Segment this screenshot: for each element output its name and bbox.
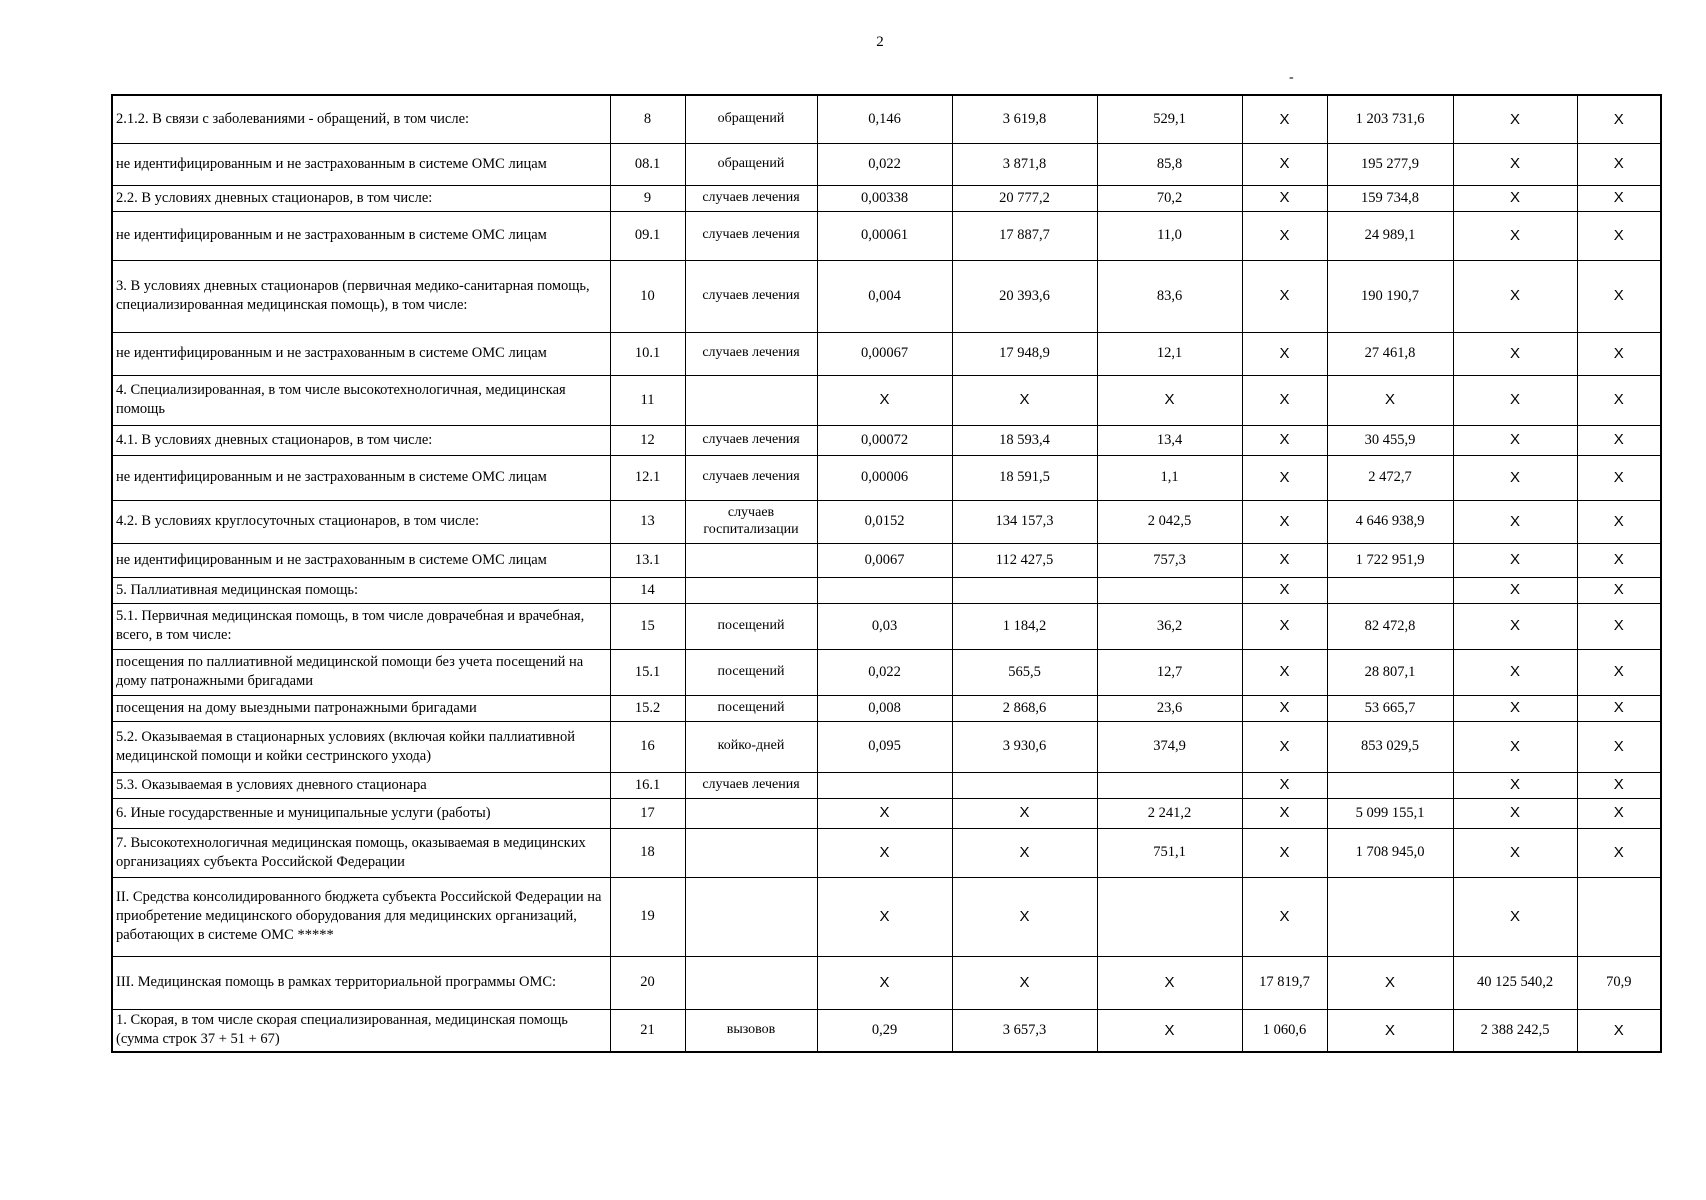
value-cell-c1: 0,00338: [817, 185, 952, 211]
row-number-cell: 10: [610, 260, 685, 332]
row-label-cell: II. Средства консолидированного бюджета субъекта Российской Федерации на приобретение медицинского оборудования для медицинских организаций, работающих в системе ОМС *****: [112, 877, 610, 956]
unit-cell: посещений: [685, 603, 817, 649]
value-cell-c5: 5 099 155,1: [1327, 798, 1453, 828]
value-cell-c5: 1 203 731,6: [1327, 95, 1453, 143]
table-row: [112, 143, 1661, 185]
row-label-cell: не идентифицированным и не застрахованным в системе ОМС лицам: [112, 143, 610, 185]
row-label-cell: III. Медицинская помощь в рамках территориальной программы ОМС:: [112, 956, 610, 1009]
value-cell-c5: 190 190,7: [1327, 260, 1453, 332]
table-row: [112, 425, 1661, 455]
table-row: [112, 500, 1661, 543]
unit-cell: случаев лечения: [685, 185, 817, 211]
row-label-cell: посещения на дому выездными патронажными бригадами: [112, 695, 610, 721]
value-cell-c2: 20 777,2: [952, 185, 1097, 211]
value-cell-c1: 0,004: [817, 260, 952, 332]
value-cell-c3: 751,1: [1097, 828, 1242, 877]
value-cell-c7: X: [1577, 260, 1661, 332]
value-cell-c3: 2 042,5: [1097, 500, 1242, 543]
value-cell-c2: X: [952, 798, 1097, 828]
row-label-cell: 4.1. В условиях дневных стационаров, в том числе:: [112, 425, 610, 455]
row-number-cell: 13: [610, 500, 685, 543]
value-cell-c2: 3 871,8: [952, 143, 1097, 185]
value-cell-c6: 2 388 242,5: [1453, 1009, 1577, 1052]
row-label-cell: 2.2. В условиях дневных стационаров, в том числе:: [112, 185, 610, 211]
row-label-cell: не идентифицированным и не застрахованным в системе ОМС лицам: [112, 455, 610, 500]
value-cell-c7: X: [1577, 375, 1661, 425]
value-cell-c6: X: [1453, 695, 1577, 721]
value-cell-c4: X: [1242, 260, 1327, 332]
value-cell-c2: 1 184,2: [952, 603, 1097, 649]
value-cell-c4: X: [1242, 375, 1327, 425]
value-cell-c1: 0,022: [817, 649, 952, 695]
value-cell-c4: X: [1242, 798, 1327, 828]
value-cell-c3: 374,9: [1097, 721, 1242, 772]
value-cell-c6: X: [1453, 332, 1577, 375]
value-cell-c1: X: [817, 877, 952, 956]
value-cell-c5: 82 472,8: [1327, 603, 1453, 649]
value-cell-c5: 24 989,1: [1327, 211, 1453, 260]
value-cell-c6: X: [1453, 375, 1577, 425]
value-cell-c5: [1327, 772, 1453, 798]
value-cell-c2: 3 657,3: [952, 1009, 1097, 1052]
table-row: [112, 603, 1661, 649]
value-cell-c6: X: [1453, 500, 1577, 543]
table-row: [112, 577, 1661, 603]
value-cell-c3: 83,6: [1097, 260, 1242, 332]
value-cell-c1: X: [817, 956, 952, 1009]
value-cell-c4: X: [1242, 332, 1327, 375]
row-number-cell: 9: [610, 185, 685, 211]
value-cell-c2: X: [952, 375, 1097, 425]
value-cell-c4: X: [1242, 877, 1327, 956]
value-cell-c5: 30 455,9: [1327, 425, 1453, 455]
row-number-cell: 16.1: [610, 772, 685, 798]
value-cell-c2: 3 930,6: [952, 721, 1097, 772]
row-label-cell: 7. Высокотехнологичная медицинская помощь, оказываемая в медицинских организациях субъекта Российской Федерации: [112, 828, 610, 877]
value-cell-c6: X: [1453, 649, 1577, 695]
value-cell-c3: 70,2: [1097, 185, 1242, 211]
table-row: [112, 455, 1661, 500]
table-row: [112, 695, 1661, 721]
unit-cell: вызовов: [685, 1009, 817, 1052]
value-cell-c7: X: [1577, 211, 1661, 260]
value-cell-c7: X: [1577, 185, 1661, 211]
unit-cell: [685, 956, 817, 1009]
unit-cell: случаев лечения: [685, 260, 817, 332]
value-cell-c3: [1097, 772, 1242, 798]
value-cell-c7: X: [1577, 603, 1661, 649]
value-cell-c1: [817, 772, 952, 798]
value-cell-c4: X: [1242, 185, 1327, 211]
value-cell-c7: 70,9: [1577, 956, 1661, 1009]
unit-cell: случаев лечения: [685, 332, 817, 375]
table-row: [112, 543, 1661, 577]
value-cell-c1: 0,146: [817, 95, 952, 143]
value-cell-c3: 36,2: [1097, 603, 1242, 649]
value-cell-c4: X: [1242, 211, 1327, 260]
value-cell-c5: [1327, 577, 1453, 603]
value-cell-c7: X: [1577, 695, 1661, 721]
value-cell-c3: 2 241,2: [1097, 798, 1242, 828]
table-row: [112, 721, 1661, 772]
value-cell-c3: [1097, 877, 1242, 956]
value-cell-c2: 17 948,9: [952, 332, 1097, 375]
value-cell-c6: X: [1453, 772, 1577, 798]
table-row: [112, 1009, 1661, 1052]
table-row: [112, 260, 1661, 332]
value-cell-c6: X: [1453, 577, 1577, 603]
row-number-cell: 14: [610, 577, 685, 603]
value-cell-c2: [952, 772, 1097, 798]
value-cell-c3: X: [1097, 956, 1242, 1009]
row-number-cell: 8: [610, 95, 685, 143]
value-cell-c5: 4 646 938,9: [1327, 500, 1453, 543]
value-cell-c2: X: [952, 828, 1097, 877]
value-cell-c5: 159 734,8: [1327, 185, 1453, 211]
value-cell-c4: X: [1242, 425, 1327, 455]
row-number-cell: 12: [610, 425, 685, 455]
value-cell-c3: 23,6: [1097, 695, 1242, 721]
value-cell-c1: 0,095: [817, 721, 952, 772]
row-number-cell: 10.1: [610, 332, 685, 375]
unit-cell: [685, 828, 817, 877]
value-cell-c5: 27 461,8: [1327, 332, 1453, 375]
value-cell-c4: X: [1242, 455, 1327, 500]
value-cell-c5: [1327, 877, 1453, 956]
value-cell-c7: X: [1577, 1009, 1661, 1052]
row-number-cell: 09.1: [610, 211, 685, 260]
unit-cell: случаев лечения: [685, 425, 817, 455]
row-label-cell: 5. Паллиативная медицинская помощь:: [112, 577, 610, 603]
table-row: [112, 211, 1661, 260]
value-cell-c3: 529,1: [1097, 95, 1242, 143]
value-cell-c2: 112 427,5: [952, 543, 1097, 577]
value-cell-c5: 195 277,9: [1327, 143, 1453, 185]
row-number-cell: 17: [610, 798, 685, 828]
value-cell-c6: X: [1453, 185, 1577, 211]
value-cell-c3: X: [1097, 375, 1242, 425]
row-label-cell: 5.2. Оказываемая в стационарных условиях (включая койки паллиативной медицинской помощи и койки сестринского ухода): [112, 721, 610, 772]
value-cell-c3: [1097, 577, 1242, 603]
table-row: [112, 877, 1661, 956]
value-cell-c4: X: [1242, 772, 1327, 798]
value-cell-c6: X: [1453, 877, 1577, 956]
value-cell-c3: 757,3: [1097, 543, 1242, 577]
value-cell-c1: 0,00067: [817, 332, 952, 375]
unit-cell: [685, 375, 817, 425]
unit-cell: [685, 543, 817, 577]
row-label-cell: не идентифицированным и не застрахованным в системе ОМС лицам: [112, 543, 610, 577]
unit-cell: [685, 877, 817, 956]
unit-cell: обращений: [685, 95, 817, 143]
value-cell-c7: X: [1577, 577, 1661, 603]
value-cell-c4: X: [1242, 577, 1327, 603]
row-number-cell: 12.1: [610, 455, 685, 500]
value-cell-c2: 18 593,4: [952, 425, 1097, 455]
unit-cell: случаев лечения: [685, 455, 817, 500]
value-cell-c6: X: [1453, 95, 1577, 143]
value-cell-c6: X: [1453, 211, 1577, 260]
value-cell-c4: X: [1242, 543, 1327, 577]
value-cell-c2: 18 591,5: [952, 455, 1097, 500]
row-number-cell: 15.2: [610, 695, 685, 721]
row-number-cell: 15: [610, 603, 685, 649]
value-cell-c6: X: [1453, 828, 1577, 877]
value-cell-c4: X: [1242, 603, 1327, 649]
value-cell-c7: X: [1577, 828, 1661, 877]
table-body: [112, 95, 1661, 1052]
row-label-cell: 4.2. В условиях круглосуточных стационаров, в том числе:: [112, 500, 610, 543]
row-number-cell: 13.1: [610, 543, 685, 577]
unit-cell: случаев госпитализации: [685, 500, 817, 543]
table-row: [112, 649, 1661, 695]
value-cell-c6: X: [1453, 603, 1577, 649]
value-cell-c7: X: [1577, 649, 1661, 695]
value-cell-c7: X: [1577, 332, 1661, 375]
value-cell-c4: 17 819,7: [1242, 956, 1327, 1009]
row-label-cell: 1. Скорая, в том числе скорая специализированная, медицинская помощь (сумма строк 37 + 51 + 67): [112, 1009, 610, 1052]
value-cell-c2: 17 887,7: [952, 211, 1097, 260]
value-cell-c2: 565,5: [952, 649, 1097, 695]
row-number-cell: 15.1: [610, 649, 685, 695]
value-cell-c7: X: [1577, 772, 1661, 798]
unit-cell: [685, 798, 817, 828]
unit-cell: [685, 577, 817, 603]
row-label-cell: посещения по паллиативной медицинской помощи без учета посещений на дому патронажными бригадами: [112, 649, 610, 695]
table-row: [112, 332, 1661, 375]
value-cell-c7: X: [1577, 543, 1661, 577]
unit-cell: случаев лечения: [685, 772, 817, 798]
value-cell-c3: 13,4: [1097, 425, 1242, 455]
value-cell-c4: X: [1242, 649, 1327, 695]
row-number-cell: 21: [610, 1009, 685, 1052]
row-number-cell: 08.1: [610, 143, 685, 185]
value-cell-c1: 0,022: [817, 143, 952, 185]
dash-mark: -: [1289, 70, 1294, 85]
value-cell-c5: 2 472,7: [1327, 455, 1453, 500]
value-cell-c7: X: [1577, 798, 1661, 828]
value-cell-c1: 0,00061: [817, 211, 952, 260]
value-cell-c3: X: [1097, 1009, 1242, 1052]
value-cell-c6: X: [1453, 143, 1577, 185]
value-cell-c4: X: [1242, 695, 1327, 721]
value-cell-c3: 11,0: [1097, 211, 1242, 260]
unit-cell: обращений: [685, 143, 817, 185]
value-cell-c1: X: [817, 828, 952, 877]
table-row: [112, 828, 1661, 877]
row-label-cell: 5.1. Первичная медицинская помощь, в том числе доврачебная и врачебная, всего, в том числе:: [112, 603, 610, 649]
value-cell-c4: 1 060,6: [1242, 1009, 1327, 1052]
value-cell-c3: 12,1: [1097, 332, 1242, 375]
value-cell-c7: X: [1577, 455, 1661, 500]
value-cell-c7: X: [1577, 721, 1661, 772]
value-cell-c2: 134 157,3: [952, 500, 1097, 543]
table-row: [112, 95, 1661, 143]
row-number-cell: 16: [610, 721, 685, 772]
value-cell-c2: 20 393,6: [952, 260, 1097, 332]
value-cell-c1: X: [817, 798, 952, 828]
value-cell-c1: 0,00006: [817, 455, 952, 500]
value-cell-c3: 1,1: [1097, 455, 1242, 500]
value-cell-c6: X: [1453, 798, 1577, 828]
row-number-cell: 11: [610, 375, 685, 425]
table-row: [112, 956, 1661, 1009]
page-number: 2: [876, 34, 884, 50]
value-cell-c6: X: [1453, 721, 1577, 772]
value-cell-c4: X: [1242, 95, 1327, 143]
unit-cell: посещений: [685, 695, 817, 721]
value-cell-c6: X: [1453, 425, 1577, 455]
value-cell-c2: 2 868,6: [952, 695, 1097, 721]
value-cell-c5: X: [1327, 375, 1453, 425]
value-cell-c4: X: [1242, 500, 1327, 543]
row-label-cell: 5.3. Оказываемая в условиях дневного стационара: [112, 772, 610, 798]
table-row: [112, 185, 1661, 211]
value-cell-c5: 1 708 945,0: [1327, 828, 1453, 877]
row-label-cell: не идентифицированным и не застрахованным в системе ОМС лицам: [112, 332, 610, 375]
table-row: [112, 798, 1661, 828]
table-row: [112, 772, 1661, 798]
value-cell-c4: X: [1242, 721, 1327, 772]
row-label-cell: 3. В условиях дневных стационаров (первичная медико-санитарная помощь, специализированная медицинская помощь), в том числе:: [112, 260, 610, 332]
value-cell-c7: X: [1577, 425, 1661, 455]
row-number-cell: 18: [610, 828, 685, 877]
value-cell-c1: [817, 577, 952, 603]
value-cell-c3: 85,8: [1097, 143, 1242, 185]
unit-cell: посещений: [685, 649, 817, 695]
value-cell-c7: [1577, 877, 1661, 956]
value-cell-c1: 0,03: [817, 603, 952, 649]
value-cell-c5: 1 722 951,9: [1327, 543, 1453, 577]
unit-cell: койко-дней: [685, 721, 817, 772]
value-cell-c7: X: [1577, 500, 1661, 543]
value-cell-c1: 0,29: [817, 1009, 952, 1052]
value-cell-c1: 0,008: [817, 695, 952, 721]
value-cell-c1: X: [817, 375, 952, 425]
value-cell-c3: 12,7: [1097, 649, 1242, 695]
table-row: [112, 375, 1661, 425]
value-cell-c6: X: [1453, 260, 1577, 332]
value-cell-c4: X: [1242, 143, 1327, 185]
value-cell-c1: 0,0152: [817, 500, 952, 543]
row-label-cell: не идентифицированным и не застрахованным в системе ОМС лицам: [112, 211, 610, 260]
value-cell-c6: 40 125 540,2: [1453, 956, 1577, 1009]
unit-cell: случаев лечения: [685, 211, 817, 260]
row-label-cell: 6. Иные государственные и муниципальные услуги (работы): [112, 798, 610, 828]
value-cell-c5: 53 665,7: [1327, 695, 1453, 721]
value-cell-c5: 28 807,1: [1327, 649, 1453, 695]
row-number-cell: 20: [610, 956, 685, 1009]
value-cell-c5: 853 029,5: [1327, 721, 1453, 772]
value-cell-c7: X: [1577, 95, 1661, 143]
value-cell-c1: 0,00072: [817, 425, 952, 455]
data-table: [111, 94, 1662, 1053]
value-cell-c2: X: [952, 956, 1097, 1009]
value-cell-c2: 3 619,8: [952, 95, 1097, 143]
value-cell-c1: 0,0067: [817, 543, 952, 577]
value-cell-c2: X: [952, 877, 1097, 956]
value-cell-c6: X: [1453, 455, 1577, 500]
value-cell-c2: [952, 577, 1097, 603]
row-number-cell: 19: [610, 877, 685, 956]
value-cell-c5: X: [1327, 956, 1453, 1009]
value-cell-c5: X: [1327, 1009, 1453, 1052]
value-cell-c6: X: [1453, 543, 1577, 577]
row-label-cell: 4. Специализированная, в том числе высокотехнологичная, медицинская помощь: [112, 375, 610, 425]
row-label-cell: 2.1.2. В связи с заболеваниями - обращений, в том числе:: [112, 95, 610, 143]
value-cell-c7: X: [1577, 143, 1661, 185]
value-cell-c4: X: [1242, 828, 1327, 877]
